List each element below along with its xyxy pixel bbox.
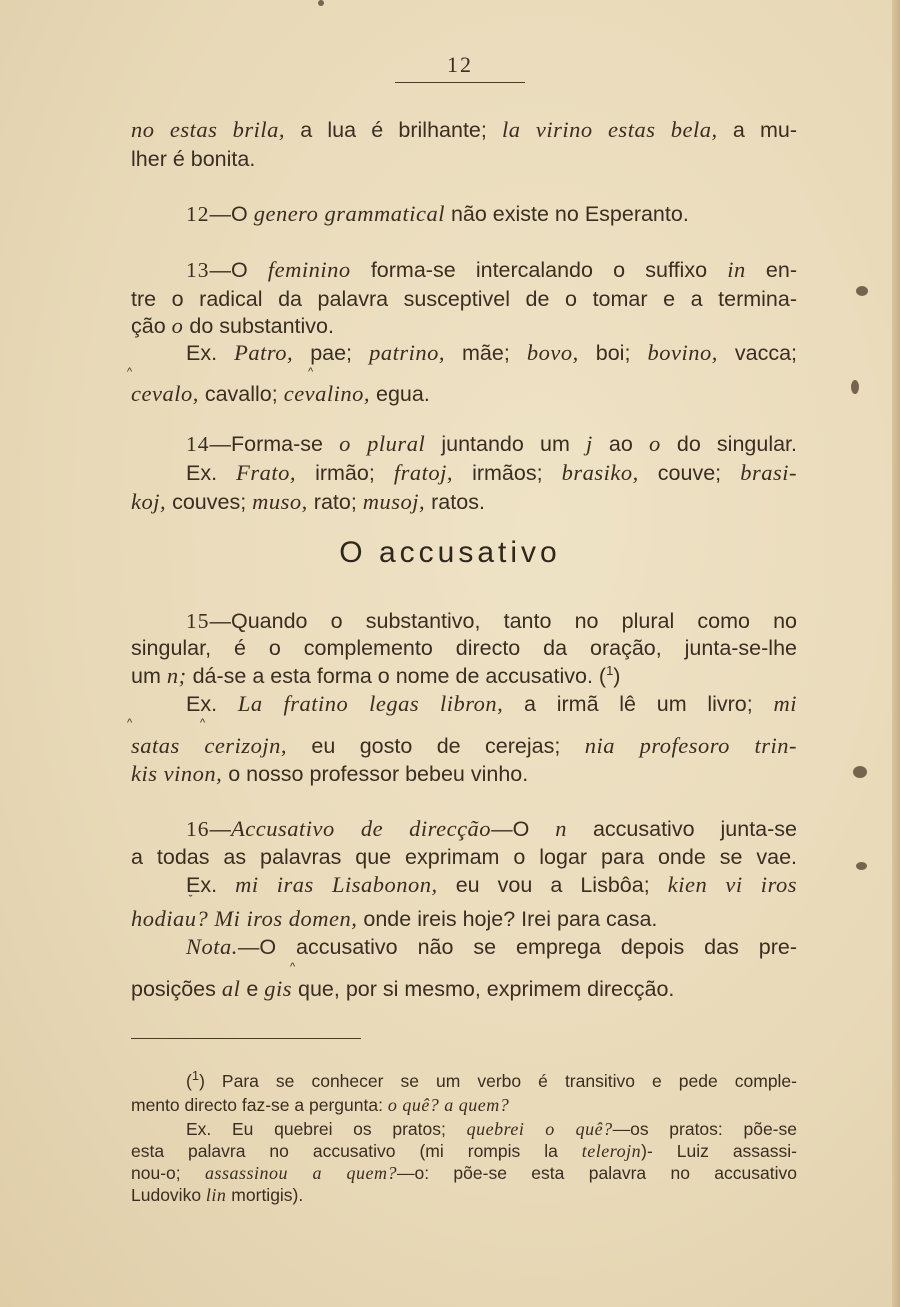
footnote-line: esta palavra no accusativo (mi rompis la telerojn)- Luiz assassi- [131, 1141, 797, 1161]
ink-blot [853, 766, 867, 778]
footnote-line: nou-o; assassinou a quem?—o: põe-se esta palavra no accusativo [131, 1163, 797, 1183]
text-line: no estas brila, a lua é brilhante; la virino estas bela, a mu- [131, 117, 798, 142]
text-line: cevalo, cavallo; cevalino, egua. [131, 381, 430, 406]
text-line: 13—O feminino forma-se intercalando o suffixo in en- [186, 257, 797, 282]
text-line: kis vinon, o nosso professor bebeu vinho. [131, 761, 529, 786]
circumflex-mark: ^ [200, 717, 206, 729]
circumflex-mark: ^ [127, 717, 133, 729]
text-line: singular, é o complemento directo da oração, junta-se-lhe [131, 636, 797, 660]
footnote-line: mento directo faz-se a pergunta: o quê? a quem? [131, 1095, 510, 1115]
text-line: Ex. Frato, irmão; fratoj, irmãos; brasiko, couve; brasi- [186, 460, 797, 485]
circumflex-mark: ^ [308, 366, 314, 378]
text-line: Ex. mi iras Lisabonon, eu vou a Lisbôa; kien vi iros [186, 872, 797, 897]
footnote-line: ($^1$) Para se conhecer se um verbo é transitivo e pede comple- [186, 1068, 797, 1091]
text-line: 14—Forma-se o plural juntando um j ao o do singular. [186, 431, 797, 456]
page-number: 12 [395, 52, 525, 83]
text-line: posições al e gis que, por si mesmo, exprimem direcção. [131, 976, 675, 1001]
breve-mark: ˘ [189, 894, 193, 906]
text-line: koj, couves; muso, rato; musoj, ratos. [131, 489, 485, 514]
text-line: tre o radical da palavra susceptivel de o tomar e a termina- [131, 287, 797, 311]
text-line: satas cerizojn, eu gosto de cerejas; nia profesoro trin- [131, 733, 797, 758]
circumflex-mark: ^ [127, 366, 133, 378]
page-edge [892, 0, 900, 1307]
ink-blot [318, 0, 324, 6]
section-heading: O accusativo [339, 536, 561, 569]
text-line: 16—Accusativo de direcção—O n accusativo junta-se [186, 816, 797, 841]
ink-blot [856, 862, 867, 870]
footnote-line: Ex. Eu quebrei os pratos; quebrei o quê?—os pratos: põe-se [186, 1119, 797, 1139]
text-line: Nota.—O accusativo não se emprega depois das pre- [186, 934, 797, 959]
footnote-line: Ludoviko lin mortigis). [131, 1185, 304, 1205]
text-line: 15—Quando o substantivo, tanto no plural como no [186, 609, 797, 633]
circumflex-mark: ^ [290, 961, 296, 973]
ink-blot [856, 286, 868, 296]
text-line: hodiau? Mi iros domen, onde ireis hoje? Irei para casa. [131, 906, 658, 931]
text-line: a todas as palavras que exprimam o logar para onde se vae. [131, 845, 797, 869]
text-line: Ex. Patro, pae; patrino, mãe; bovo, boi; bovino, vacca; [186, 340, 797, 365]
text-line: um n; dá-se a esta forma o nome de accusativo. ($^1$) [131, 662, 621, 688]
text-line: ção o do substantivo. [131, 313, 334, 338]
ink-blot [851, 380, 859, 394]
footnote-rule [131, 1038, 361, 1039]
text-line: lher é bonita. [131, 147, 256, 171]
text-line: 12—O genero grammatical não existe no Esperanto. [186, 201, 689, 226]
text-line: Ex. La fratino legas libron, a irmã lê um livro; mi [186, 691, 797, 716]
